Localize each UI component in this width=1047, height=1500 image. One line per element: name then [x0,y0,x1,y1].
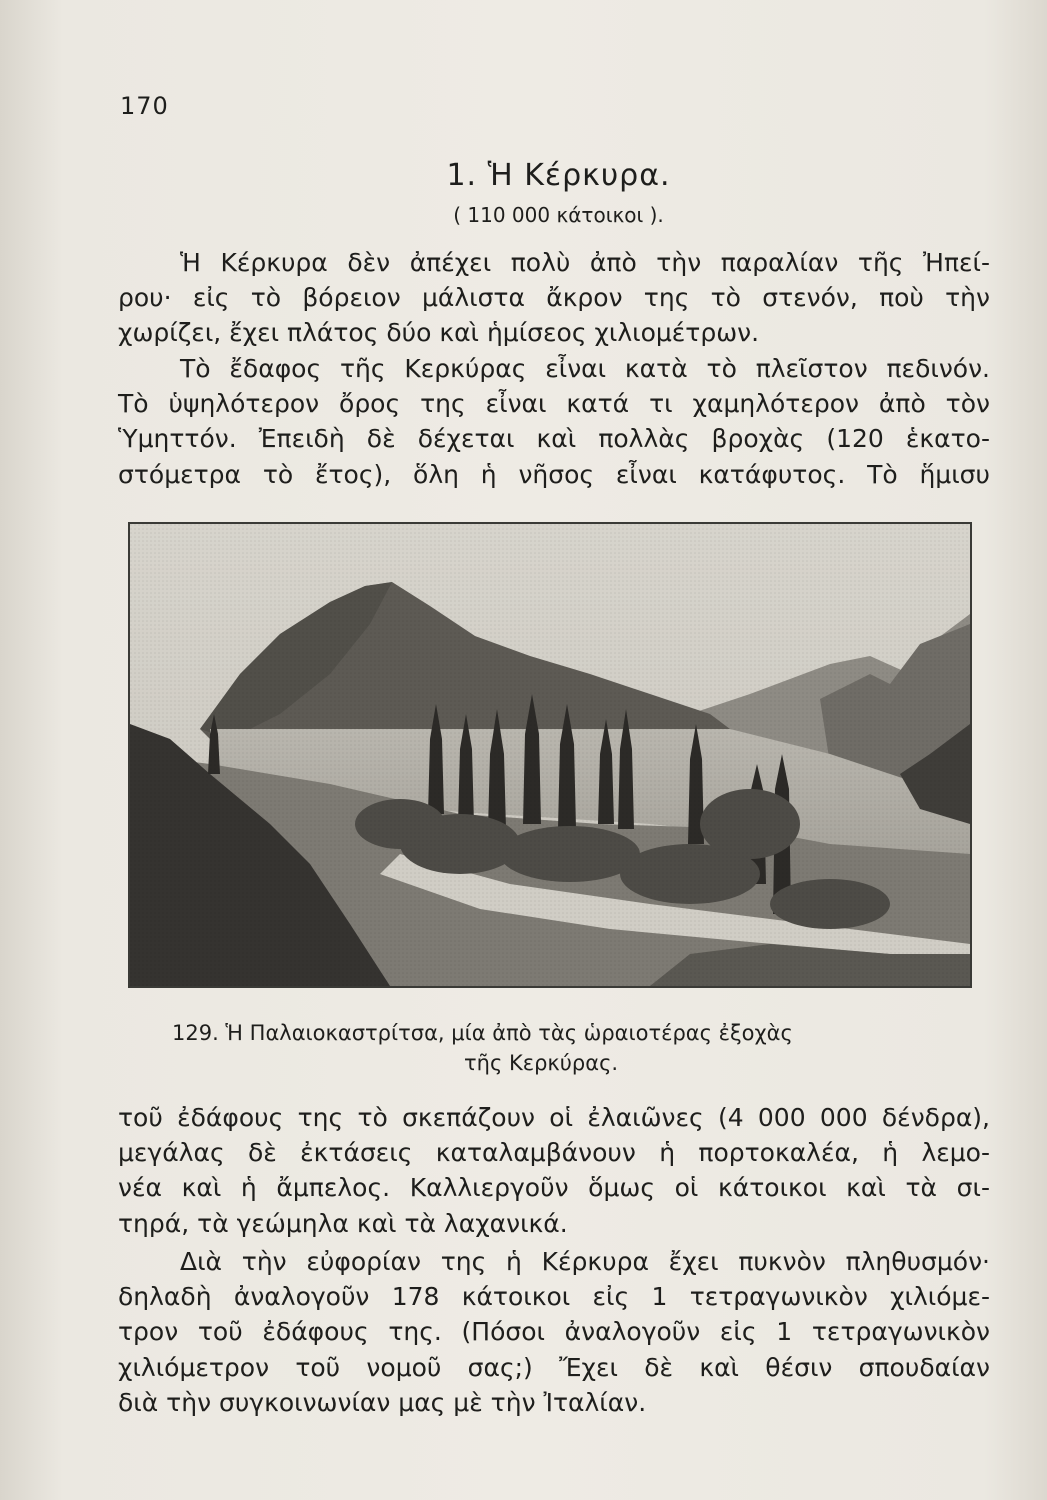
page-number: 170 [120,92,169,120]
text-line: Ἡ Κέρκυρα δὲν ἀπέχει πολὺ ἀπὸ τὴν παραλίαν τῆς Ἠπεί- [180,248,990,277]
text-line: νέα καὶ ἡ ἄμπελος. Καλλιεργοῦν ὅμως οἱ κάτοικοι καὶ τὰ σι- [118,1173,990,1203]
text-line: τρον τοῦ ἐδάφους της. (Πόσοι ἀναλογοῦν εἰς 1 τετραγωνικὸν [118,1317,990,1347]
text-line: Τὸ ἔδαφος τῆς Κερκύρας εἶναι κατὰ τὸ πλεῖστον πεδινόν. [180,354,990,383]
caption-line: 129. Ἡ Παλαιοκαστρίτσα, μία ἀπὸ τὰς ὡραιοτέρας ἐξοχὰς [172,1021,793,1045]
population-note: ( 110 000 κάτοικοι ). [453,203,664,227]
text-line: χωρίζει, ἔχει πλάτος δύο καὶ ἡμίσεος χιλιομέτρων. [118,318,760,348]
paragraph-2 [118,351,990,492]
text-line: Τὸ ὑψηλότερον ὄρος της εἶναι κατά τι χαμηλότερον ἀπὸ τὸν [118,389,990,419]
section-title: 1. Ἡ Κέρκυρα. [446,158,671,193]
text-line: Ὑμηττόν. Ἐπειδὴ δὲ δέχεται καὶ πολλὰς βροχὰς (120 ἑκατο- [118,424,990,454]
text-line: ρου· εἰς τὸ βόρειον μάλιστα ἄκρον της τὸ στενόν, ποὺ τὴν [118,283,990,313]
figure-caption [172,1018,932,1078]
paragraph-3 [118,1100,990,1241]
text-line: μεγάλας δὲ ἐκτάσεις καταλαμβάνουν ἡ πορτοκαλέα, ἡ λεμο- [118,1138,990,1168]
text-line: τηρά, τὰ γεώμηλα καὶ τὰ λαχανικά. [118,1208,568,1238]
text-line: Διὰ τὴν εὐφορίαν της ἡ Κέρκυρα ἔχει πυκνὸν πληθυσμόν· [180,1247,990,1276]
paragraph-4 [118,1244,990,1420]
caption-line: τῆς Κερκύρας. [464,1051,619,1075]
landscape-photo [128,522,972,988]
text-line: δηλαδὴ ἀναλογοῦν 178 κάτοικοι εἰς 1 τετραγωνικὸν χιλιόμε- [118,1282,990,1312]
text-line: στόμετρα τὸ ἔτος), ὅλη ἡ νῆσος εἶναι κατάφυτος. Τὸ ἥμισυ [118,459,990,489]
text-line: χιλιόμετρον τοῦ νομοῦ σας;) Ἔχει δὲ καὶ θέσιν σπουδαίαν [118,1352,990,1382]
text-line: τοῦ ἐδάφους της τὸ σκεπάζουν οἱ ἐλαιῶνες (4 000 000 δένδρα), [118,1103,990,1132]
paragraph-1 [118,245,990,351]
text-line: διὰ τὴν συγκοινωνίαν μας μὲ τὴν Ἰταλίαν. [118,1387,647,1417]
